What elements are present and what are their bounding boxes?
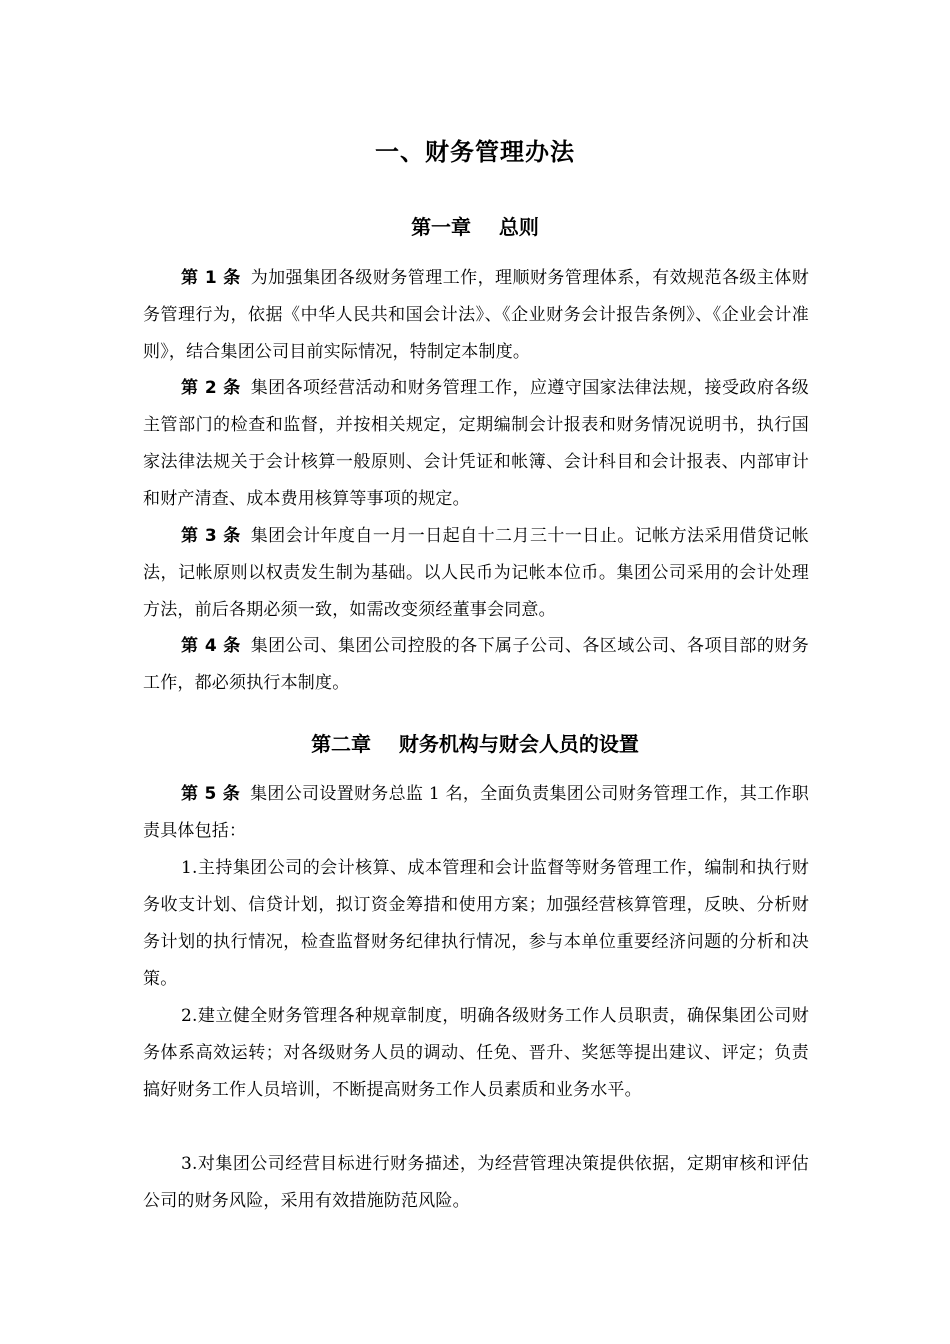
article-2 bbox=[143, 370, 809, 518]
document-title: 一、财务管理办法 bbox=[375, 138, 575, 166]
chapter-1-heading: 第一章 总则 bbox=[411, 215, 539, 239]
article-2-label: 第 2 条 bbox=[181, 378, 241, 398]
article-4-text: 集团公司、集团公司控股的各下属子公司、各区域公司、各项目部的财务工作，都必须执行本制度。 bbox=[143, 636, 809, 693]
article-1-label: 第 1 条 bbox=[181, 268, 241, 288]
article-4-label: 第 4 条 bbox=[181, 636, 241, 656]
article-3 bbox=[143, 518, 809, 629]
article-5 bbox=[143, 776, 809, 850]
article-2-text: 集团各项经营活动和财务管理工作，应遵守国家法律法规，接受政府各级主管部门的检查和监督，并按相关规定，定期编制会计报表和财务情况说明书，执行国家法律法规关于会计核算一般原则、会计凭证和帐簿、会计科目和会计报表、内部审计和财产清查、成本费用核算等事项的规定。 bbox=[143, 378, 809, 509]
article-1-text: 为加强集团各级财务管理工作，理顺财务管理体系，有效规范各级主体财务管理行为，依据《中华人民共和国会计法》、《企业财务会计报告条例》、《企业会计准则》，结合集团公司目前实际情况，特制定本制度。 bbox=[143, 268, 809, 362]
article-5-label: 第 5 条 bbox=[181, 784, 241, 804]
duty-item-1: 1.主持集团公司的会计核算、成本管理和会计监督等财务管理工作，编制和执行财务收支计划、信贷计划，拟订资金筹措和使用方案；加强经营核算管理，反映、分析财务计划的执行情况，检查监督财务纪律执行情况，参与本单位重要经济问题的分析和决策。 bbox=[143, 858, 809, 989]
duty-item-3: 3.对集团公司经营目标进行财务描述，为经营管理决策提供依据，定期审核和评估公司的财务风险，采用有效措施防范风险。 bbox=[143, 1154, 809, 1211]
duty-item-2: 2.建立健全财务管理各种规章制度，明确各级财务工作人员职责，确保集团公司财务体系高效运转；对各级财务人员的调动、任免、晋升、奖惩等提出建议、评定；负责搞好财务工作人员培训，不断提高财务工作人员素质和业务水平。 bbox=[143, 1006, 809, 1100]
article-3-text: 集团会计年度自一月一日起自十二月三十一日止。记帐方法采用借贷记帐法，记帐原则以权责发生制为基础。以人民币为记帐本位币。集团公司采用的会计处理方法，前后各期必须一致，如需改变须经董事会同意。 bbox=[143, 526, 809, 620]
article-5-text: 集团公司设置财务总监 1 名，全面负责集团公司财务管理工作，其工作职责具体包括： bbox=[143, 784, 809, 841]
article-4 bbox=[143, 628, 809, 702]
chapter-2-heading: 第二章 财务机构与财会人员的设置 bbox=[311, 732, 639, 756]
article-1 bbox=[143, 260, 809, 371]
article-3-label: 第 3 条 bbox=[181, 526, 241, 546]
